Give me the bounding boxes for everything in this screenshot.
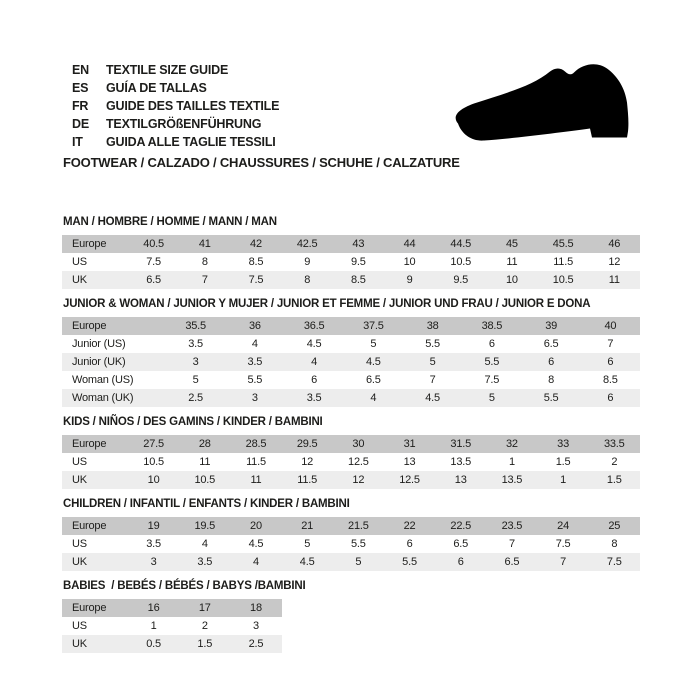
size-row-label: Europe: [72, 438, 107, 450]
size-row: [62, 335, 640, 353]
size-row-label: US: [72, 538, 87, 550]
size-cell: 5: [429, 356, 436, 368]
size-row: [62, 353, 640, 371]
size-table-title: KIDS / NIÑOS / DES GAMINS / KINDER / BAMBINI: [63, 416, 323, 428]
size-table: [62, 599, 282, 653]
size-cell: 6.5: [366, 374, 381, 386]
size-cell: 4.5: [248, 538, 264, 550]
size-cell: 6.5: [453, 538, 469, 550]
size-cell: 3.5: [146, 538, 161, 550]
size-cell: 7.5: [248, 274, 264, 286]
size-row: [62, 317, 640, 335]
size-table: [62, 317, 640, 407]
size-cell: 13.5: [501, 474, 523, 486]
size-cell: 6: [488, 338, 495, 350]
lang-row-fr: [72, 97, 279, 115]
size-section-2: [62, 416, 642, 489]
size-row-label: Europe: [72, 320, 107, 332]
size-row-label: Junior (US): [72, 338, 126, 350]
size-cell: 2: [611, 456, 618, 468]
size-row: [62, 435, 640, 453]
size-cell: 44: [403, 238, 416, 250]
size-cell: 22: [403, 520, 416, 532]
size-cell: 36: [248, 320, 261, 332]
size-cell: 5: [192, 374, 199, 386]
size-cell: 7.5: [606, 556, 622, 568]
size-cell: 40.5: [143, 238, 164, 250]
size-cell: 11: [250, 474, 262, 486]
size-cell: 41: [198, 238, 211, 250]
size-cell: 12.5: [348, 456, 369, 468]
size-cell: 3.5: [197, 556, 213, 568]
lang-row-es: [72, 79, 279, 97]
size-cell: 31: [403, 438, 416, 450]
size-cell: 3: [253, 620, 259, 632]
lang-code: DE: [72, 117, 89, 131]
size-row-label: UK: [72, 274, 87, 286]
size-cell: 3: [150, 556, 157, 568]
size-cell: 5.5: [543, 392, 559, 404]
size-cell: 4.5: [366, 356, 381, 368]
lang-code: FR: [72, 99, 89, 113]
size-cell: 10.5: [552, 274, 574, 286]
lang-title: TEXTILE SIZE GUIDE: [106, 63, 229, 77]
size-row: [62, 253, 640, 271]
size-cell: 3.5: [247, 356, 263, 368]
size-cell: 1: [560, 474, 567, 486]
size-cell: 30: [352, 438, 365, 450]
size-tables: [62, 216, 642, 661]
size-cell: 6.5: [146, 274, 161, 286]
size-cell: 42.5: [296, 238, 318, 250]
size-cell: 35.5: [185, 320, 206, 332]
size-cell: 1.5: [606, 474, 622, 486]
size-cell: 8: [611, 538, 618, 550]
size-cell: 31.5: [450, 438, 472, 450]
size-cell: 10: [403, 256, 416, 268]
size-cell: 33: [557, 438, 570, 450]
size-cell: 46: [608, 238, 621, 250]
size-row: [62, 599, 282, 617]
size-cell: 4: [253, 556, 259, 568]
size-row: [62, 635, 282, 653]
size-cell: 5.5: [484, 356, 500, 368]
size-cell: 28.5: [245, 438, 267, 450]
size-row-label: US: [72, 256, 87, 268]
size-cell: 6: [406, 538, 413, 550]
size-cell: 11.5: [297, 474, 318, 486]
size-cell: 13: [454, 474, 467, 486]
size-cell: 18: [250, 602, 262, 614]
size-cell: 23.5: [501, 520, 523, 532]
size-cell: 0.5: [146, 638, 161, 650]
size-cell: 4: [311, 356, 318, 368]
size-row: [62, 553, 640, 571]
size-cell: 12.5: [399, 474, 420, 486]
lang-title: GUÍA DE TALLAS: [106, 81, 207, 95]
size-cell: 5: [355, 556, 362, 568]
size-cell: 6: [607, 356, 614, 368]
size-cell: 5.5: [425, 338, 440, 350]
size-cell: 38.5: [481, 320, 503, 332]
size-cell: 5.5: [350, 538, 366, 550]
size-cell: 3: [192, 356, 199, 368]
size-cell: 21: [301, 520, 314, 532]
size-cell: 9: [304, 256, 311, 268]
size-cell: 2.5: [188, 392, 203, 404]
size-cell: 13.5: [450, 456, 472, 468]
size-cell: 5: [370, 338, 377, 350]
size-table-title: MAN / HOMBRE / HOMME / MANN / MAN: [63, 216, 277, 228]
lang-code: EN: [72, 63, 89, 77]
size-table: [62, 435, 640, 489]
size-cell: 8.5: [350, 274, 366, 286]
size-cell: 10.5: [450, 256, 472, 268]
size-cell: 11.5: [553, 256, 573, 268]
size-cell: 12: [301, 456, 314, 468]
size-cell: 6: [457, 556, 464, 568]
size-row-label: Europe: [72, 238, 107, 250]
size-cell: 6.5: [504, 556, 520, 568]
size-cell: 7: [607, 338, 614, 350]
size-row: [62, 271, 640, 289]
size-cell: 22.5: [450, 520, 472, 532]
size-row: [62, 453, 640, 471]
size-section-0: [62, 216, 642, 289]
size-cell: 4.5: [299, 556, 315, 568]
language-title-block: [72, 61, 279, 151]
size-cell: 7: [560, 556, 567, 568]
size-cell: 7.5: [146, 256, 161, 268]
size-cell: 42: [250, 238, 262, 250]
size-cell: 11.5: [246, 456, 266, 468]
size-cell: 4: [201, 538, 208, 550]
size-cell: 8.5: [603, 374, 618, 386]
size-cell: 2.5: [248, 638, 264, 650]
size-cell: 6: [607, 392, 614, 404]
size-cell: 5.5: [247, 374, 263, 386]
size-cell: 7: [201, 274, 208, 286]
size-row: [62, 617, 282, 635]
size-row: [62, 517, 640, 535]
size-cell: 4.5: [306, 338, 322, 350]
size-cell: 13: [403, 456, 416, 468]
size-cell: 11: [506, 256, 518, 268]
lang-row-en: [72, 61, 279, 79]
size-cell: 3.5: [188, 338, 203, 350]
lang-row-de: [72, 115, 279, 133]
lang-title: GUIDA ALLE TAGLIE TESSILI: [106, 135, 276, 149]
size-cell: 7: [429, 374, 436, 386]
size-cell: 3.5: [306, 392, 322, 404]
size-cell: 4: [370, 392, 377, 404]
size-cell: 7: [508, 538, 515, 550]
size-cell: 11: [199, 456, 211, 468]
size-cell: 5: [488, 392, 495, 404]
size-cell: 4: [251, 338, 258, 350]
size-cell: 32: [505, 438, 518, 450]
size-cell: 40: [604, 320, 617, 332]
size-row: [62, 535, 640, 553]
size-cell: 1: [508, 456, 515, 468]
size-cell: 11: [608, 274, 620, 286]
size-cell: 10: [147, 474, 160, 486]
size-cell: 8: [548, 374, 555, 386]
size-table-title: BABIES / BEBÉS / BÉBÉS / BABYS /BAMBINI: [63, 580, 306, 592]
size-row: [62, 371, 640, 389]
size-cell: 7.5: [484, 374, 500, 386]
size-cell: 8.5: [248, 256, 264, 268]
size-row-label: UK: [72, 638, 87, 650]
size-cell: 37.5: [363, 320, 384, 332]
size-cell: 43: [352, 238, 365, 250]
size-cell: 38: [426, 320, 439, 332]
size-cell: 17: [198, 602, 211, 614]
size-cell: 4.5: [425, 392, 440, 404]
size-cell: 10.5: [143, 456, 164, 468]
size-cell: 1: [150, 620, 157, 632]
size-cell: 33.5: [603, 438, 625, 450]
size-cell: 19.5: [194, 520, 216, 532]
size-row-label: US: [72, 456, 87, 468]
size-section-4: [62, 580, 642, 653]
dress-shoe-icon: [442, 55, 662, 155]
size-row-label: Woman (US): [72, 374, 134, 386]
size-cell: 36.5: [303, 320, 325, 332]
size-row-label: Woman (UK): [72, 392, 134, 404]
size-cell: 7.5: [555, 538, 571, 550]
size-cell: 9: [406, 274, 413, 286]
size-cell: 16: [147, 602, 160, 614]
size-cell: 9.5: [350, 256, 366, 268]
size-cell: 6: [548, 356, 555, 368]
size-cell: 10: [505, 274, 518, 286]
size-cell: 21.5: [348, 520, 369, 532]
size-table: [62, 517, 640, 571]
size-row-label: UK: [72, 556, 87, 568]
size-section-1: [62, 298, 642, 407]
size-row: [62, 471, 640, 489]
category-heading: FOOTWEAR / CALZADO / CHAUSSURES / SCHUHE / CALZATURE: [63, 155, 460, 170]
lang-title: GUIDE DES TAILLES TEXTILE: [106, 99, 280, 113]
size-row: [62, 235, 640, 253]
size-row-label: US: [72, 620, 87, 632]
size-cell: 10.5: [194, 474, 216, 486]
size-cell: 29.5: [296, 438, 318, 450]
size-cell: 1.5: [197, 638, 213, 650]
size-row-label: UK: [72, 474, 87, 486]
size-row-label: Europe: [72, 520, 107, 532]
size-cell: 12: [608, 256, 621, 268]
size-cell: 8: [201, 256, 208, 268]
size-cell: 44.5: [450, 238, 472, 250]
size-table-title: JUNIOR & WOMAN / JUNIOR Y MUJER / JUNIOR ET FEMME / JUNIOR UND FRAU / JUNIOR E DONA: [63, 298, 591, 310]
size-cell: 5.5: [402, 556, 417, 568]
size-cell: 20: [250, 520, 262, 532]
size-cell: 25: [608, 520, 621, 532]
size-row-label: Junior (UK): [72, 356, 126, 368]
size-cell: 9.5: [453, 274, 469, 286]
size-cell: 28: [198, 438, 211, 450]
size-cell: 5: [304, 538, 311, 550]
size-cell: 45.5: [552, 238, 574, 250]
size-cell: 2: [201, 620, 208, 632]
size-section-3: [62, 498, 642, 571]
size-cell: 12: [352, 474, 365, 486]
size-cell: 24: [557, 520, 570, 532]
size-cell: 27.5: [143, 438, 164, 450]
size-row: [62, 389, 640, 407]
size-table-title: CHILDREN / INFANTIL / ENFANTS / KINDER / BAMBINI: [63, 498, 350, 510]
size-cell: 39: [545, 320, 558, 332]
size-cell: 19: [147, 520, 160, 532]
size-cell: 1.5: [555, 456, 571, 468]
size-cell: 6: [311, 374, 318, 386]
size-cell: 45: [505, 238, 518, 250]
size-cell: 6.5: [543, 338, 559, 350]
size-row-label: Europe: [72, 602, 107, 614]
size-cell: 8: [304, 274, 311, 286]
lang-code: IT: [72, 135, 83, 149]
lang-row-it: [72, 133, 279, 151]
lang-title: TEXTILGRÖßENFÜHRUNG: [106, 117, 262, 131]
size-table: [62, 235, 640, 289]
lang-code: ES: [72, 81, 89, 95]
size-cell: 3: [251, 392, 258, 404]
